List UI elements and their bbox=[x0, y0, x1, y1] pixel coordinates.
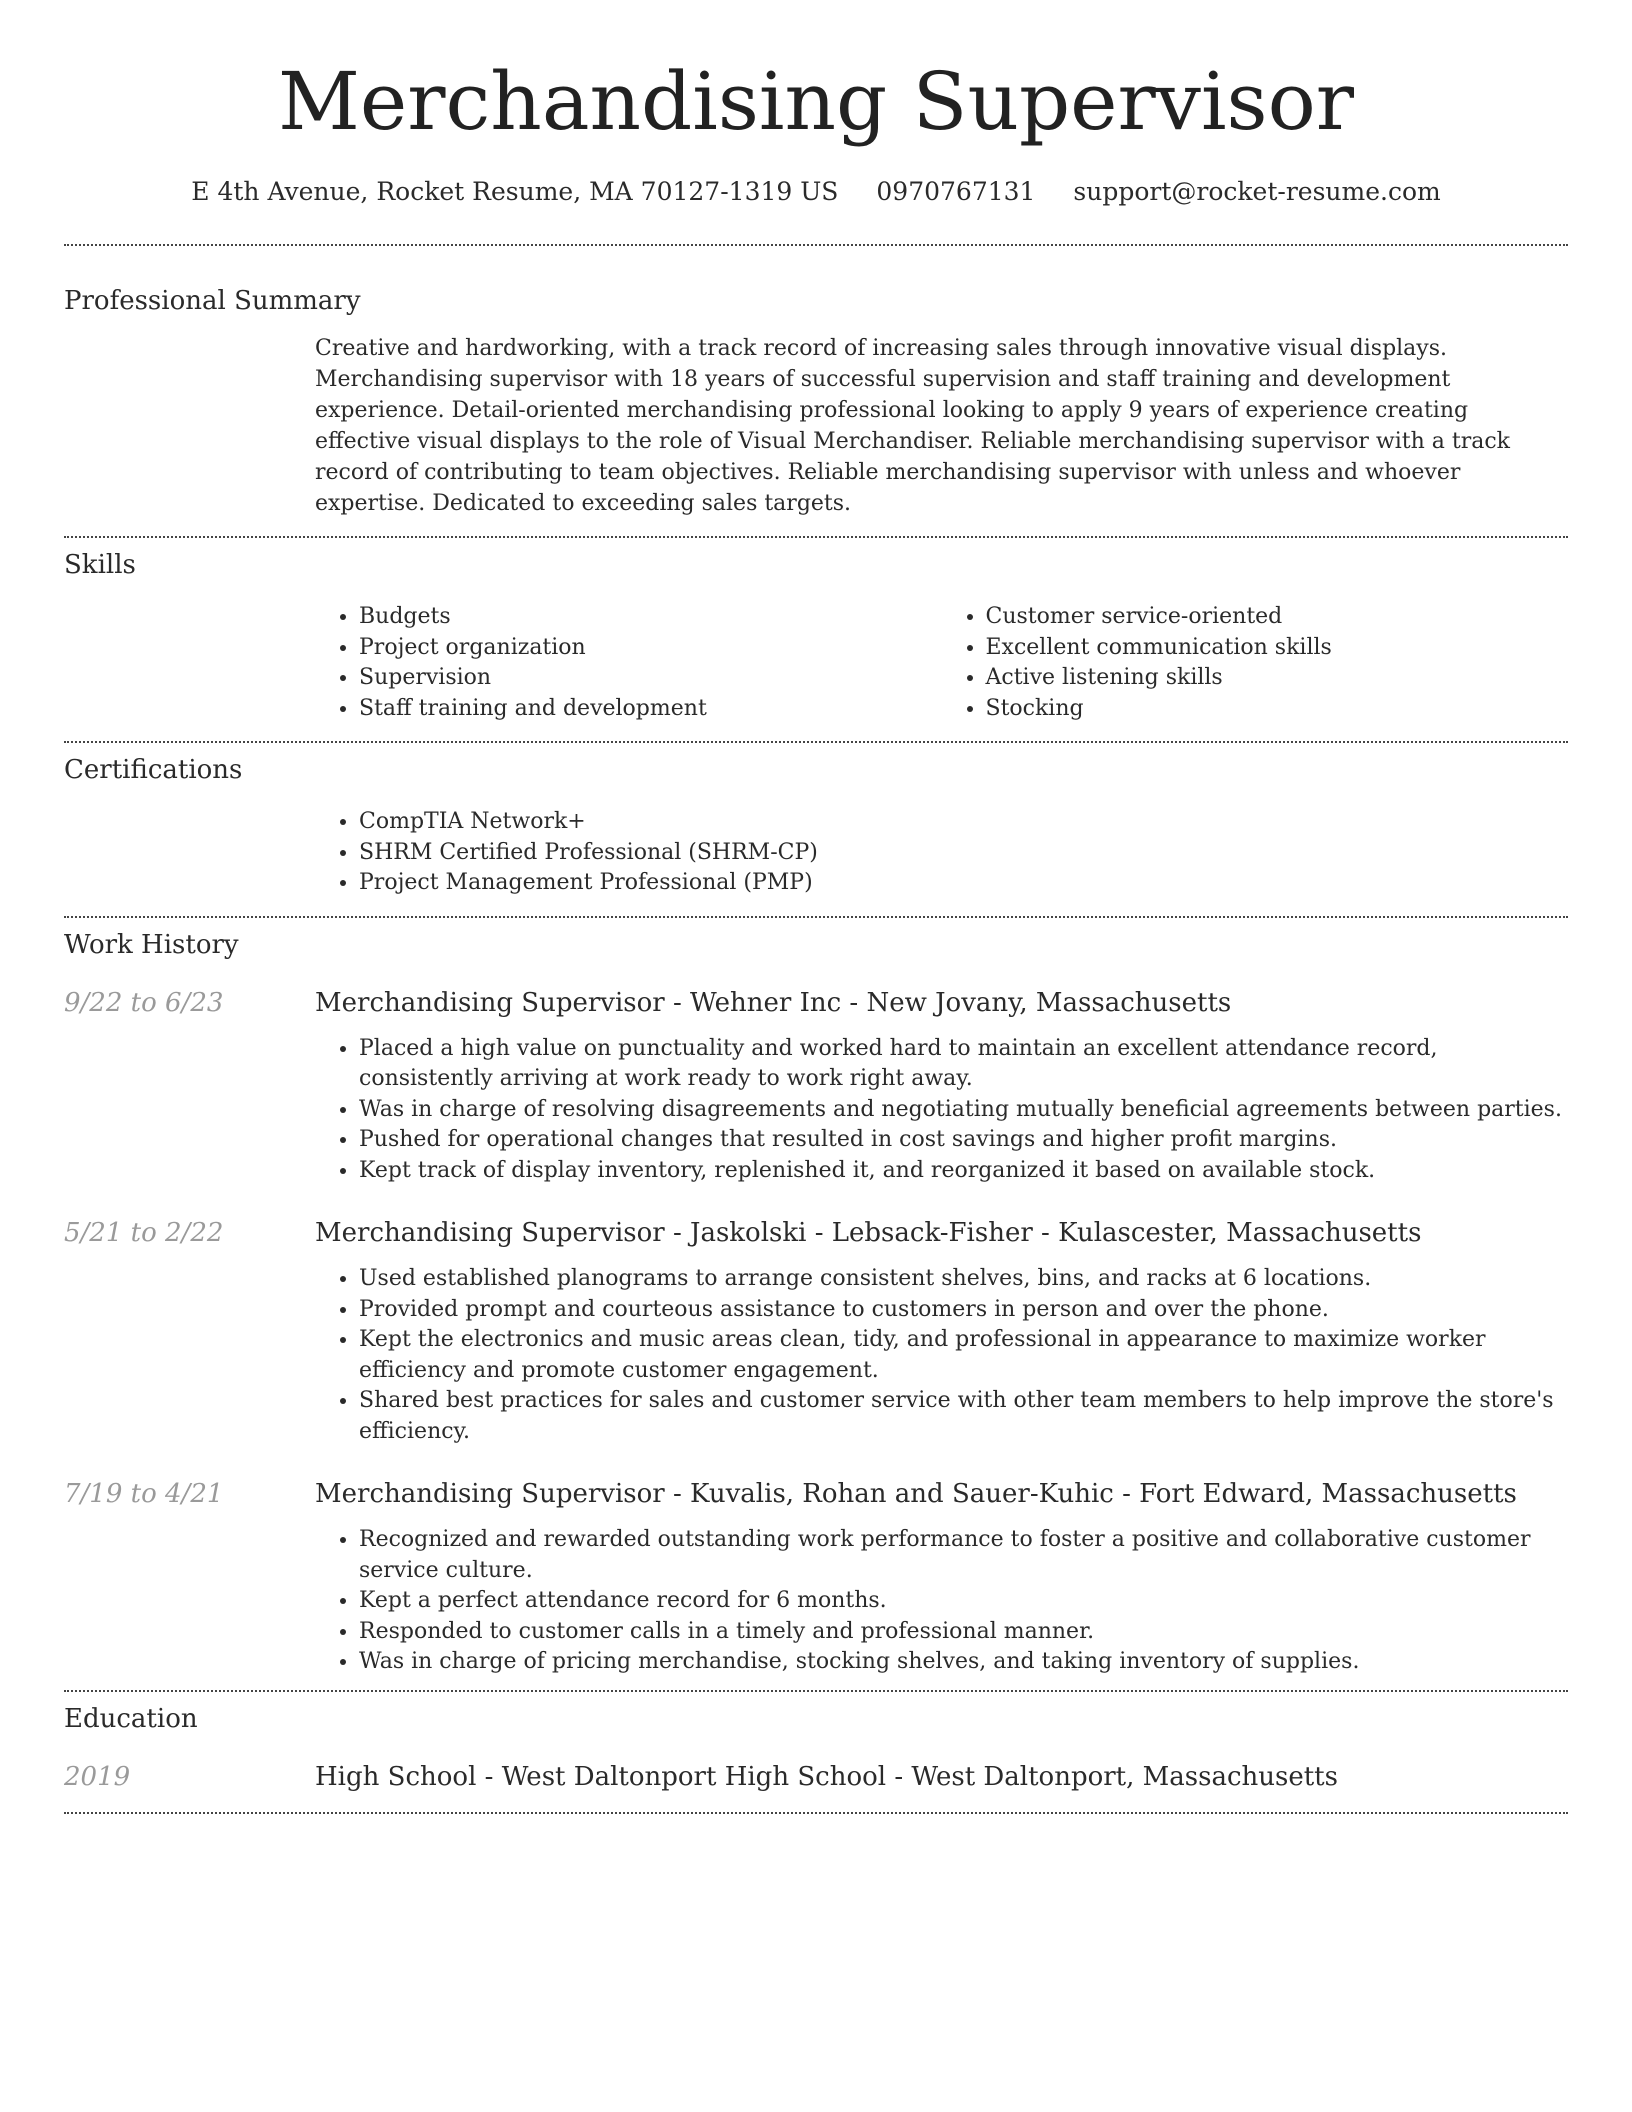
skill-item: • Excellent communication skills bbox=[986, 633, 1569, 664]
certification-item: • Project Management Professional (PMP) bbox=[359, 868, 1568, 899]
skills-list-left bbox=[315, 602, 942, 724]
job-bullet: • Was in charge of pricing merchandise, stocking shelves, and taking inventory of supplies. bbox=[359, 1647, 1568, 1678]
skills-title: Skills bbox=[64, 550, 136, 580]
skill-item: • Supervision bbox=[359, 663, 942, 694]
summary-title: Professional Summary bbox=[64, 286, 361, 316]
divider bbox=[64, 1812, 1568, 1814]
skill-item: • Budgets bbox=[359, 602, 942, 633]
job-heading: Merchandising Supervisor - Wehner Inc - New Jovany, Massachusetts bbox=[315, 987, 1232, 1018]
job-bullet: • Kept track of display inventory, replenished it, and reorganized it based on available stock. bbox=[359, 1156, 1568, 1187]
education-title: Education bbox=[64, 1703, 198, 1734]
candidate-name: Merchandising Supervisor bbox=[277, 55, 1354, 148]
education-section bbox=[64, 1692, 1568, 1812]
phone-text: 0970767131 bbox=[876, 177, 1036, 206]
skill-item: • Stocking bbox=[986, 694, 1569, 725]
job-bullet: • Provided prompt and courteous assistance to customers in person and over the phone. bbox=[359, 1295, 1568, 1326]
certification-item: • SHRM Certified Professional (SHRM-CP) bbox=[359, 838, 1568, 869]
skill-item: • Customer service-oriented bbox=[986, 602, 1569, 633]
job-heading: Merchandising Supervisor - Kuvalis, Rohan and Sauer-Kuhic - Fort Edward, Massachusetts bbox=[315, 1479, 1517, 1509]
certifications-title: Certifications bbox=[64, 755, 243, 785]
work-history-title: Work History bbox=[64, 929, 239, 960]
education-entry bbox=[64, 1760, 1568, 1794]
skills-list-right bbox=[942, 602, 1569, 724]
certification-item: • CompTIA Network+ bbox=[359, 807, 1568, 838]
job-bullet: • Shared best practices for sales and customer service with other team members to help improve the store's efficiency. bbox=[359, 1386, 1568, 1447]
contact-line bbox=[64, 174, 1568, 210]
summary-section bbox=[64, 246, 1568, 536]
job-entry bbox=[64, 1216, 1568, 1447]
job-bullets bbox=[315, 1034, 1568, 1187]
certifications-section bbox=[64, 743, 1568, 916]
skills-columns bbox=[315, 602, 1568, 724]
education-heading: High School - West Daltonport High School - West Daltonport, Massachusetts bbox=[315, 1761, 1338, 1792]
job-bullets bbox=[315, 1264, 1568, 1447]
education-year: 2019 bbox=[64, 1761, 131, 1792]
skill-item: • Staff training and development bbox=[359, 694, 942, 725]
work-history-section bbox=[64, 918, 1568, 1690]
job-bullet: • Pushed for operational changes that resulted in cost savings and higher profit margins. bbox=[359, 1125, 1568, 1156]
skill-item: • Project organization bbox=[359, 633, 942, 664]
job-bullet: • Kept a perfect attendance record for 6 months. bbox=[359, 1586, 1568, 1617]
job-entry bbox=[64, 986, 1568, 1187]
job-dates: 5/21 to 2/22 bbox=[64, 1218, 224, 1248]
job-bullet: • Used established planograms to arrange consistent shelves, bins, and racks at 6 locations. bbox=[359, 1264, 1568, 1295]
job-bullet: • Recognized and rewarded outstanding work performance to foster a positive and collaborative customer service culture. bbox=[359, 1525, 1568, 1586]
job-dates: 7/19 to 4/21 bbox=[64, 1479, 224, 1509]
job-bullet: • Kept the electronics and music areas clean, tidy, and professional in appearance to maximize worker efficiency and promote customer engagement. bbox=[359, 1325, 1568, 1386]
job-bullet: • Was in charge of resolving disagreements and negotiating mutually beneficial agreements between parties. bbox=[359, 1095, 1568, 1126]
job-bullets bbox=[315, 1525, 1568, 1678]
job-bullet: • Responded to customer calls in a timely and professional manner. bbox=[359, 1617, 1568, 1648]
job-bullet: • Placed a high value on punctuality and worked hard to maintain an excellent attendance record, consistently arriving at work ready to work right away. bbox=[359, 1034, 1568, 1095]
job-entry bbox=[64, 1477, 1568, 1678]
job-heading: Merchandising Supervisor - Jaskolski - Lebsack-Fisher - Kulascester, Massachusetts bbox=[315, 1218, 1422, 1248]
certifications-list bbox=[315, 807, 1568, 899]
skills-section bbox=[64, 538, 1568, 741]
skill-item: • Active listening skills bbox=[986, 663, 1569, 694]
summary-text: Creative and hardworking, with a track record of increasing sales through innovative visual displays. Merchandising supervisor with 18 years of successful supervision and staff training and development experience. Detail-oriented merchandising professional looking to apply 9 years of experience creating effective visual displays to the role of Visual Merchandiser. Reliable merchandising supervisor with a track record of contributing to team objectives. Reliable merchandising supervisor with unless and whoever expertise. Dedicated to exceeding sales targets. bbox=[315, 336, 1510, 516]
email-text: support@rocket-resume.com bbox=[1073, 177, 1441, 206]
job-dates: 9/22 to 6/23 bbox=[64, 987, 224, 1018]
address-text: E 4th Avenue, Rocket Resume, MA 70127-1319 US bbox=[191, 177, 839, 206]
